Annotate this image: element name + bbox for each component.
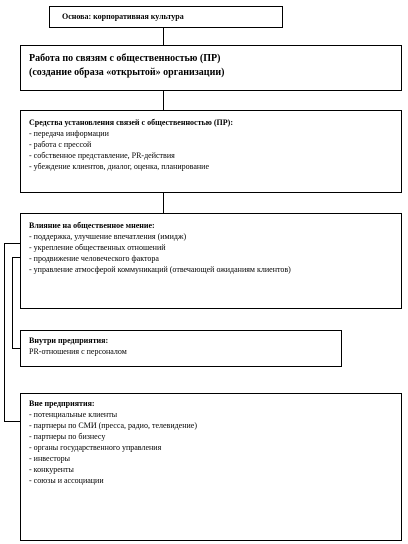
outside-company-item: - союзы и ассоциации [29, 476, 104, 485]
outside-company-item: - партнеры по бизнесу [29, 432, 106, 441]
outside-company-item: - органы государственного управления [29, 443, 162, 452]
public-opinion-item: - поддержка, улучшение впечатления (имидж) [29, 232, 187, 241]
pr-means-item: - работа с прессой [29, 140, 92, 149]
public-opinion-box [20, 213, 402, 309]
outside-company-item: - партнеры по СМИ (пресса, радио, телевидение) [29, 421, 197, 430]
pr-means-item: - убеждение клиентов, диалог, оценка, планирование [29, 162, 209, 171]
inside-company-title: Внутри предприятия: [29, 336, 109, 345]
public-opinion-title: Влияние на общественное мнение: [29, 221, 155, 230]
inside-company-box [20, 330, 342, 367]
outside-company-item: - конкуренты [29, 465, 74, 474]
basis-box [49, 6, 283, 28]
public-opinion-item: - укрепление общественных отношений [29, 243, 166, 252]
pr-means-item: - собственное представление, PR-действия [29, 151, 175, 160]
basis-title: Основа: корпоративная культура [62, 12, 184, 21]
outside-company-item: - инвесторы [29, 454, 71, 463]
connector-influence-inside [13, 258, 21, 349]
inside-company-item: PR-отношения с персоналом [29, 347, 127, 356]
public-opinion-item: - продвижение человеческого фактора [29, 254, 159, 263]
outside-company-item: - потенциальные клиенты [29, 410, 118, 419]
pr-means-title: Средства установления связей с общественностью (ПР): [29, 118, 233, 127]
pr-means-item: - передача информации [29, 129, 109, 138]
pr-subtitle: (создание образа «открытой» организации) [29, 67, 225, 78]
pr-title: Работа по связям с общественностью (ПР) [29, 53, 221, 64]
outside-company-title: Вне предприятия: [29, 399, 95, 408]
pr-box [20, 45, 402, 91]
outside-company-box [20, 393, 402, 541]
pr-means-box [20, 110, 402, 193]
connector-influence-outside [5, 244, 21, 422]
public-opinion-item: - управление атмосферой коммуникаций (отвечающей ожиданиям клиентов) [29, 265, 291, 274]
